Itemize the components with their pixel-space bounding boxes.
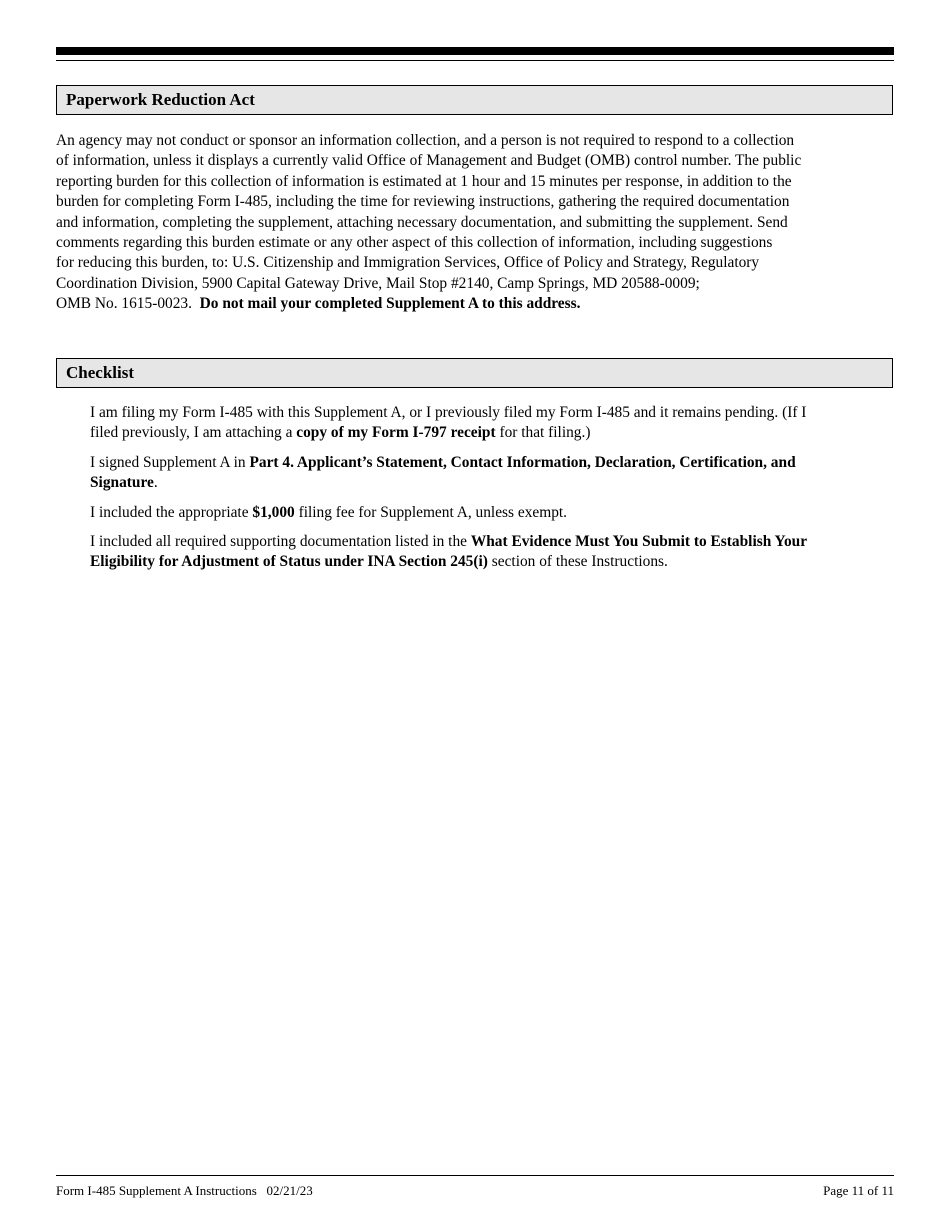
checklist-text: filed previously, I am attaching a — [90, 424, 297, 442]
checklist-bold-text: Part 4. Applicant’s Statement, Contact Information, Declaration, Certification, and — [249, 453, 796, 471]
do-not-mail-notice: Do not mail your completed Supplement A to this address. — [199, 295, 581, 313]
header-thick-rule — [56, 47, 894, 55]
checklist-bold-text: What Evidence Must You Submit to Establish Your — [470, 533, 808, 551]
checklist-item-line — [90, 552, 895, 572]
checklist-item-evidence — [90, 532, 895, 573]
paperwork-heading-text: Paperwork Reduction Act — [66, 90, 255, 109]
footer-rule — [56, 1175, 894, 1176]
checklist-bold-text: copy of my Form I-797 receipt — [296, 424, 496, 442]
checklist-item-line — [90, 473, 895, 493]
checklist-text: filing fee for Supplement A, unless exempt. — [294, 503, 568, 521]
paperwork-line: An agency may not conduct or sponsor an information collection, and a person is not required to respond to a collection — [56, 132, 795, 149]
checklist-heading — [56, 358, 893, 388]
checklist-bold-text: $1,000 — [252, 503, 295, 521]
checklist-bold-text: Eligibility for Adjustment of Status under INA Section 245(i) — [90, 553, 488, 571]
paperwork-reduction-act-heading — [56, 85, 893, 115]
checklist-bold-text: Signature — [90, 474, 154, 492]
paperwork-line: for reducing this burden, to: U.S. Citizenship and Immigration Services, Office of Policy and Strategy, Regulatory — [56, 254, 760, 272]
paperwork-reduction-act-body — [56, 131, 896, 315]
checklist-item-line — [90, 503, 895, 523]
checklist-text: I signed Supplement A in — [90, 453, 250, 471]
checklist-item-line — [90, 423, 895, 443]
paperwork-last-line — [56, 294, 896, 314]
paperwork-line: Coordination Division, 5900 Capital Gateway Drive, Mail Stop #2140, Camp Springs, MD 20588-0009; — [56, 274, 700, 292]
paperwork-line: reporting burden for this collection of information is estimated at 1 hour and 15 minutes per response, in addition to the — [56, 172, 792, 190]
checklist-text: . — [153, 474, 158, 492]
checklist-item-fee — [90, 503, 895, 523]
checklist-text: I included all required supporting documentation listed in the — [90, 533, 471, 551]
omb-number-text: OMB No. 1615-0023. — [56, 295, 200, 313]
checklist-item-line — [90, 532, 895, 552]
checklist-item-signature — [90, 453, 895, 494]
paperwork-line: and information, completing the supplement, attaching necessary documentation, and submitting the supplement. Send — [56, 213, 788, 231]
checklist-list — [90, 403, 895, 582]
header-thin-rule — [56, 60, 894, 61]
checklist-item-filing — [90, 403, 895, 444]
footer-edition-date: 02/21/23 — [266, 1183, 313, 1198]
checklist-text: section of these Instructions. — [487, 553, 668, 571]
paperwork-line: of information, unless it displays a currently valid Office of Management and Budget (OMB) control number. The public — [56, 152, 802, 170]
checklist-item-line: I am filing my Form I-485 with this Supplement A, or I previously filed my Form I-485 and it remains pending. (If I — [90, 404, 807, 421]
checklist-text: for that filing.) — [495, 424, 591, 442]
paperwork-line: burden for completing Form I-485, including the time for reviewing instructions, gathering the required documentation — [56, 193, 790, 211]
footer-form-info — [56, 1183, 313, 1199]
paperwork-line: comments regarding this burden estimate or any other aspect of this collection of information, including suggestions — [56, 234, 773, 252]
footer-page-number: Page 11 of 11 — [823, 1183, 894, 1198]
checklist-text: I included the appropriate — [90, 503, 253, 521]
footer-form-name: Form I-485 Supplement A Instructions — [56, 1183, 257, 1198]
checklist-item-line — [90, 453, 895, 473]
checklist-heading-text: Checklist — [66, 363, 134, 382]
